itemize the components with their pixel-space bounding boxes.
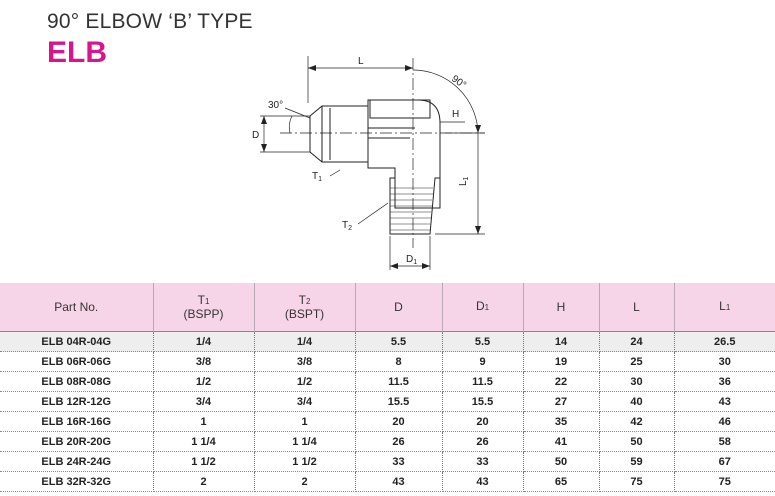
header-h: H (523, 283, 599, 332)
cell-h: 41 (523, 432, 599, 452)
cell-t2: 1 1/2 (254, 452, 355, 472)
cell-d1: 11.5 (442, 372, 523, 392)
cell-part: ELB 12R-12G (0, 392, 153, 412)
spec-table (0, 283, 775, 492)
cell-d: 20 (355, 412, 442, 432)
label-L1: $L_1$ (458, 176, 470, 186)
cell-l: 25 (599, 352, 674, 372)
cell-l1: 67 (674, 452, 775, 472)
header-t2: T2 (BSPT) (254, 283, 355, 332)
cell-d1: 33 (442, 452, 523, 472)
cell-t2: 1 (254, 412, 355, 432)
cell-d: 15.5 (355, 392, 442, 412)
product-code: ELB (47, 36, 107, 69)
table-row (0, 392, 775, 412)
cell-h: 35 (523, 412, 599, 432)
table-row (0, 332, 775, 352)
header-l1: L1 (674, 283, 775, 332)
cell-l: 50 (599, 432, 674, 452)
cell-l: 75 (599, 472, 674, 492)
label-H: H (452, 109, 460, 120)
label-T1: $T_1$ (312, 171, 323, 183)
cell-t2: 3/4 (254, 392, 355, 412)
cell-d: 8 (355, 352, 442, 372)
cell-part: ELB 06R-06G (0, 352, 153, 372)
cell-t2: 1/2 (254, 372, 355, 392)
cell-h: 65 (523, 472, 599, 492)
cell-d1: 26 (442, 432, 523, 452)
label-L: L (358, 56, 364, 67)
cell-t2: 1 1/4 (254, 432, 355, 452)
cell-t1: 1/4 (153, 332, 254, 352)
page-title: 90° ELBOW ‘B’ TYPE (47, 10, 253, 33)
cell-l: 42 (599, 412, 674, 432)
cell-d: 43 (355, 472, 442, 492)
cell-t1: 1 1/2 (153, 452, 254, 472)
cell-t1: 1 (153, 412, 254, 432)
cell-part: ELB 08R-08G (0, 372, 153, 392)
label-D1: $D_1$ (406, 254, 418, 266)
header-part-no: Part No. (0, 283, 153, 332)
cell-t1: 2 (153, 472, 254, 492)
cell-h: 14 (523, 332, 599, 352)
cell-d: 26 (355, 432, 442, 452)
cell-d1: 9 (442, 352, 523, 372)
cell-d1: 20 (442, 412, 523, 432)
cell-d1: 15.5 (442, 392, 523, 412)
elbow-diagram (240, 48, 510, 273)
table-row (0, 352, 775, 372)
cell-h: 22 (523, 372, 599, 392)
cell-d1: 5.5 (442, 332, 523, 352)
header-t1: T1 (BSPP) (153, 283, 254, 332)
cell-l1: 58 (674, 432, 775, 452)
cell-part: ELB 16R-16G (0, 412, 153, 432)
cell-part: ELB 24R-24G (0, 452, 153, 472)
cell-part: ELB 04R-04G (0, 332, 153, 352)
cell-t2: 1/4 (254, 332, 355, 352)
cell-t2: 3/8 (254, 352, 355, 372)
cell-l1: 30 (674, 352, 775, 372)
cell-h: 50 (523, 452, 599, 472)
table-row (0, 372, 775, 392)
cell-d1: 43 (442, 472, 523, 492)
cell-l1: 43 (674, 392, 775, 412)
label-90deg: 90° (449, 73, 468, 92)
cell-l1: 46 (674, 412, 775, 432)
cell-l1: 26.5 (674, 332, 775, 352)
cell-t1: 1 1/4 (153, 432, 254, 452)
header-d: D (355, 283, 442, 332)
label-T2: $T_2$ (342, 220, 353, 232)
elbow-body (368, 100, 440, 208)
left-thread (310, 106, 368, 162)
cell-t1: 3/8 (153, 352, 254, 372)
table-row (0, 472, 775, 492)
header-d1: D1 (442, 283, 523, 332)
header-l: L (599, 283, 674, 332)
cell-l1: 75 (674, 472, 775, 492)
cell-h: 19 (523, 352, 599, 372)
cell-l: 40 (599, 392, 674, 412)
cell-l: 24 (599, 332, 674, 352)
cell-l: 59 (599, 452, 674, 472)
cell-t1: 1/2 (153, 372, 254, 392)
table-header-row (0, 283, 775, 332)
table-row (0, 412, 775, 432)
cell-h: 27 (523, 392, 599, 412)
label-30deg: 30° (268, 100, 284, 111)
table-row (0, 452, 775, 472)
cell-t1: 3/4 (153, 392, 254, 412)
cell-part: ELB 32R-32G (0, 472, 153, 492)
table-row (0, 432, 775, 452)
cell-l1: 36 (674, 372, 775, 392)
label-D: D (252, 130, 260, 141)
cell-t2: 2 (254, 472, 355, 492)
cell-part: ELB 20R-20G (0, 432, 153, 452)
cell-l: 30 (599, 372, 674, 392)
cell-d: 11.5 (355, 372, 442, 392)
cell-d: 5.5 (355, 332, 442, 352)
cell-d: 33 (355, 452, 442, 472)
top-hex (370, 100, 430, 118)
